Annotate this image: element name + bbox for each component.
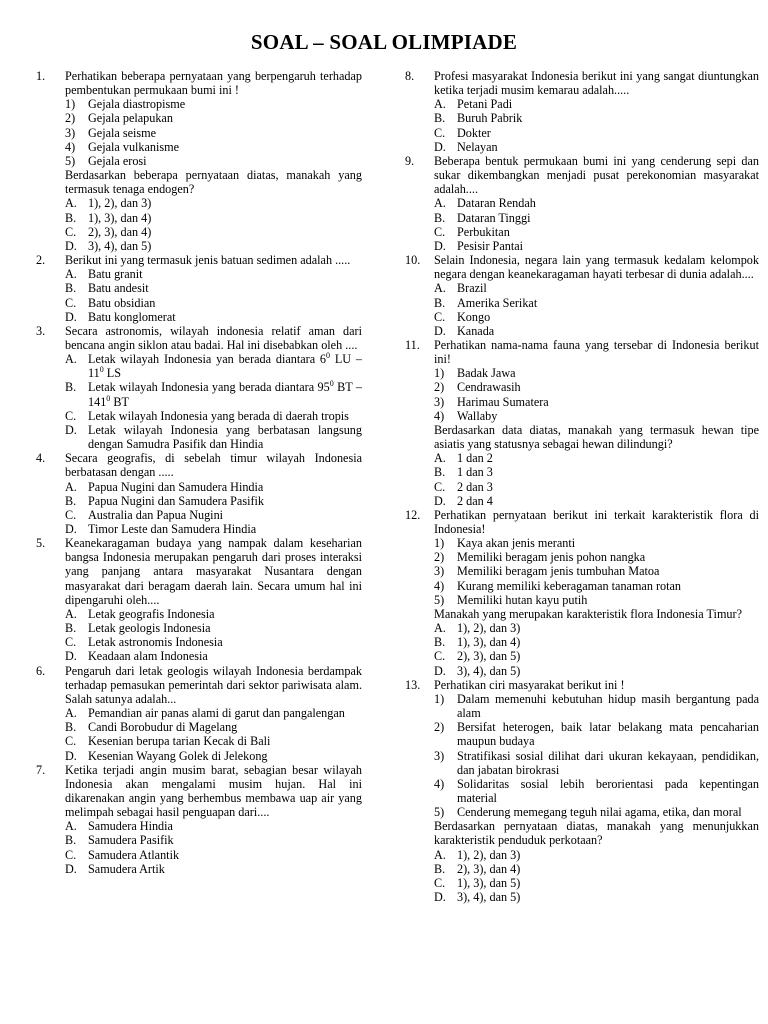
item-text: Letak wilayah Indonesia yan berada diantara $6^0$ LU – $11^0$ LS [88,351,362,381]
question [36,253,362,324]
page-title: SOAL – SOAL OLIMPIADE [250,30,518,54]
item-label: C. [434,125,446,140]
item-text: Kurang memiliki keberagaman tanaman rotan [457,578,682,593]
question-number: 11. [405,337,420,352]
item-label: C. [65,295,77,310]
statement-item [434,777,759,805]
item-label: B. [65,210,77,225]
statement-item [65,111,362,125]
question-text: Profesi masyarakat Indonesia berikut ini yang sangat diuntungkan ketika terjadi musim kemarau adalah..... [434,69,759,98]
statement-item [434,366,759,380]
item-label: C. [65,635,77,650]
answer-option [65,635,362,649]
answer-option [65,380,362,408]
answer-option [434,196,759,210]
item-text: Buruh Pabrik [457,111,523,126]
answer-option [434,876,759,890]
statement-item [434,395,759,409]
item-text: 1), 2), dan 3) [457,621,521,636]
item-text: 3), 4), dan 5) [88,238,152,253]
answer-option [434,465,759,479]
item-label: 5) [434,592,445,607]
question [36,451,362,536]
item-text: 1), 2), dan 3) [457,847,521,862]
item-text: Brazil [457,281,487,296]
question-text: Keanekaragaman budaya yang nampak dalam keseharian bangsa Indonesia merupakan pengaruh dari proses interaksi yang panjang antara masyarakat Nusantara dengan masyarakat dari beragam daerah lain. Secara umum hal ini dipengaruhi oleh.... [65,536,362,607]
item-label: C. [65,507,77,522]
answer-option [434,296,759,310]
item-label: C. [434,875,446,890]
answer-option [65,706,362,720]
item-label: 3) [65,125,76,140]
question-text: Manakah yang merupakan karakteristik flora Indonesia Timur? [434,606,742,621]
answer-option [65,352,362,380]
item-label: 1) [434,366,445,381]
answer-option [65,749,362,763]
item-text: Memiliki beragam jenis tumbuhan Matoa [457,564,660,579]
statement-item [434,579,759,593]
answer-option [434,225,759,239]
statement-item [434,536,759,550]
item-text: Kanada [457,323,495,338]
question-text: Berdasarkan data diatas, manakah yang termasuk hewan tipe asiatis yang statusnya sebagai hewan dilindungi? [434,422,759,452]
question-number: 5. [36,536,46,551]
item-text: Samudera Pasifik [88,833,174,848]
question-text: Berikut ini yang termasuk jenis batuan sedimen adalah ..... [65,253,351,268]
answer-option [65,409,362,423]
item-text: Badak Jawa [457,366,516,381]
answer-option [65,239,362,253]
item-text: Kaya akan jenis meranti [457,536,576,551]
answer-option [65,296,362,310]
item-label: 2) [65,111,76,126]
question [36,536,362,663]
item-label: C. [65,224,77,239]
item-text: Solidaritas sosial lebih berorientasi pada kepentingan material [457,776,759,805]
item-text: Gejala seisme [88,125,157,140]
answer-option [434,97,759,111]
item-label: 5) [434,805,445,820]
item-text: Kongo [457,309,491,324]
item-text: Wallaby [457,408,498,423]
question-number: 1. [36,69,46,83]
item-label: D. [65,238,77,253]
item-label: B. [65,493,77,508]
item-label: A. [65,819,77,834]
question-number: 7. [36,762,46,777]
item-text: 2), 3), dan 4) [88,224,152,239]
answer-option [65,196,362,210]
item-text: Kesenian Wayang Golek di Jelekong [88,748,268,763]
statement-item [434,409,759,423]
item-text: 3), 4), dan 5) [457,890,521,905]
item-text: 2 dan 3 [457,479,493,494]
item-label: B. [434,111,446,126]
answer-option [65,734,362,748]
statement-item [434,550,759,564]
answer-option [434,451,759,465]
item-label: A. [434,847,446,862]
item-label: B. [434,635,446,650]
statement-item [65,97,362,111]
item-label: 4) [65,139,76,154]
item-label: A. [65,352,77,367]
item-text: 1 dan 2 [457,451,493,466]
answer-option [434,324,759,338]
item-label: A. [65,606,77,621]
item-label: C. [434,479,446,494]
item-label: B. [434,210,446,225]
answer-option [434,635,759,649]
question [405,69,759,154]
item-label: 2) [434,720,445,735]
answer-option [65,494,362,508]
item-label: 4) [434,408,445,423]
item-label: A. [434,196,446,211]
question [405,154,759,253]
item-label: C. [65,847,77,862]
item-label: A. [434,281,446,296]
question-text: Secara astronomis, wilayah indonesia relatif aman dari bencana angin siklon atau badai. Hal ini disebabkan oleh .... [65,323,362,352]
item-text: Cenderung memegang teguh nilai agama, etika, dan moral [457,805,742,820]
item-label: D. [65,861,77,876]
item-text: 3), 4), dan 5) [457,663,521,678]
item-text: Batu andesit [88,281,149,296]
item-text: Batu obsidian [88,295,156,310]
question-number: 3. [36,323,46,338]
question-number: 6. [36,663,46,678]
answer-option [434,848,759,862]
answer-option [434,211,759,225]
item-text: Batu granit [88,267,143,282]
item-text: Memiliki beragam jenis pohon nangka [457,550,646,565]
question-number: 8. [405,69,415,83]
question [405,678,759,905]
item-text: Papua Nugini dan Samudera Pasifik [88,493,265,508]
answer-option [434,480,759,494]
item-text: 2 dan 4 [457,493,493,508]
item-text: Letak wilayah Indonesia yang berada diantara $95^0$ BT – $141^0$ BT [88,379,362,409]
item-label: D. [434,323,446,338]
question-number: 10. [405,253,421,268]
question-text: Perhatikan nama-nama fauna yang tersebar di Indonesia berikut ini! [434,337,759,367]
answer-option [65,281,362,295]
item-label: B. [65,621,77,636]
question [405,508,759,678]
item-label: D. [65,309,77,324]
answer-option [65,819,362,833]
item-label: 5) [65,153,76,168]
item-text: Gejala vulkanisme [88,139,180,154]
item-text: Gejala diastropisme [88,97,186,112]
item-label: A. [65,196,77,211]
answer-option [65,522,362,536]
answer-option [434,890,759,904]
item-text: 1 dan 3 [457,465,493,480]
statement-item [434,805,759,819]
item-text: Kesenian berupa tarian Kecak di Bali [88,734,271,749]
answer-option [65,833,362,847]
answer-option [434,126,759,140]
statement-item [434,749,759,777]
item-label: 3) [434,748,445,763]
answer-option [65,423,362,451]
item-label: B. [434,861,446,876]
item-text: Gejala pelapukan [88,111,173,126]
question-number: 9. [405,153,415,168]
item-label: C. [434,224,446,239]
item-text: Memiliki hutan kayu putih [457,592,588,607]
item-text: Bersifat heterogen, baik latar belakang mata pencaharian maupun budaya [457,720,759,749]
question-number: 13. [405,677,421,692]
item-text: 1), 3), dan 4) [457,635,521,650]
answer-option [434,239,759,253]
item-text: Pesisir Pantai [457,238,524,253]
item-text: Pemandian air panas alami di garut dan pangalengan [88,706,345,721]
item-text: Papua Nugini dan Samudera Hindia [88,479,264,494]
statement-item [65,154,362,168]
item-text: Samudera Atlantik [88,847,180,862]
item-text: Letak geografis Indonesia [88,606,215,621]
item-label: 2) [434,550,445,565]
item-text: 2), 3), dan 5) [457,649,521,664]
item-text: Letak astronomis Indonesia [88,635,223,650]
answer-option [65,720,362,734]
statement-item [434,380,759,394]
right-column [405,69,759,904]
item-label: C. [434,649,446,664]
item-label: 3) [434,564,445,579]
item-text: Stratifikasi sosial dilihat dari ukuran kekayaan, pendidikan, dan jabatan birokrasi [457,748,759,777]
question-text: Beberapa bentuk permukaan bumi ini yang cenderung sepi dan sukar dikembangkan menjadi pusat perekonomian masyarakat adalah.... [434,153,759,197]
item-text: Nelayan [457,139,498,154]
item-label: C. [65,734,77,749]
item-label: D. [65,748,77,763]
item-text: 1), 3), dan 5) [457,875,521,890]
item-text: Dokter [457,125,491,140]
question-number: 4. [36,451,46,466]
item-text: Letak wilayah Indonesia yang berbatasan langsung dengan Samudra Pasifik dan Hindia [88,422,362,452]
item-label: B. [65,380,77,395]
degree-superscript: 0 [99,365,104,375]
question [36,763,362,876]
item-label: 1) [434,691,445,706]
answer-option [434,111,759,125]
question [36,664,362,763]
question-text: Ketika terjadi angin musim barat, sebagian besar wilayah Indonesia akan mengalami musim hujan. Hal ini dikarenakan angin yang berhembus membawa uap air yang melimpah sebagai hasil penguapan dari.... [65,762,362,820]
item-text: Timor Leste dan Samudera Hindia [88,522,257,536]
statement-item [434,564,759,578]
question-text: Perhatikan pernyataan berikut ini terkait karakteristik flora di Indonesia! [434,507,759,536]
item-label: 1) [65,97,76,112]
question-text: Perhatikan ciri masyarakat berikut ini ! [434,677,625,692]
item-label: 1) [434,536,445,551]
degree-superscript: 0 [329,379,334,389]
item-text: Letak geologis Indonesia [88,621,211,636]
answer-option [434,664,759,678]
item-label: D. [434,238,446,253]
item-text: 1), 3), dan 4) [88,210,152,225]
answer-option [434,621,759,635]
item-label: A. [65,479,77,494]
item-text: Cendrawasih [457,380,521,395]
item-text: Dataran Tinggi [457,210,531,225]
item-text: Amerika Serikat [457,295,538,310]
statement-item [434,692,759,720]
answer-option [65,621,362,635]
answer-option [434,310,759,324]
statement-item [65,140,362,154]
item-text: Samudera Hindia [88,819,173,834]
item-label: B. [65,720,77,735]
item-label: D. [434,493,446,508]
item-text: Keadaan alam Indonesia [88,649,208,664]
item-label: A. [434,451,446,466]
item-label: B. [65,281,77,296]
item-label: D. [65,522,77,536]
question [36,324,362,451]
item-label: C. [434,309,446,324]
answer-option [65,848,362,862]
question-text: Berdasarkan beberapa pernyataan diatas, manakah yang termasuk tenaga endogen? [65,168,362,197]
question-text: Secara geografis, di sebelah timur wilayah Indonesia berbatasan dengan ..... [65,451,362,480]
left-column [36,69,362,876]
answer-option [434,140,759,154]
statement-item [65,126,362,140]
question-number: 2. [36,253,46,268]
answer-option [65,310,362,324]
item-label: D. [434,663,446,678]
answer-option [65,607,362,621]
answer-option [434,649,759,663]
item-label: 4) [434,578,445,593]
item-label: A. [434,621,446,636]
question-text: Pengaruh dari letak geologis wilayah Indonesia berdampak terhadap pemasukan pemerintah dari sektor pariwisata alam. Salah satunya adalah... [65,663,362,706]
degree-superscript: 0 [326,351,331,361]
answer-option [65,508,362,522]
item-label: A. [65,267,77,282]
item-label: B. [434,465,446,480]
item-label: 3) [434,394,445,409]
item-text: Petani Padi [457,97,513,112]
question [36,69,362,253]
answer-option [434,281,759,295]
item-text: Australia dan Papua Nugini [88,507,224,522]
item-label: 4) [434,776,445,791]
item-label: D. [65,422,77,437]
statement-item [434,593,759,607]
item-text: 1), 2), dan 3) [88,196,152,211]
item-label: D. [65,649,77,664]
item-text: 2), 3), dan 4) [457,861,521,876]
item-text: Candi Borobudur di Magelang [88,720,238,735]
statement-item [434,720,759,748]
answer-option [65,267,362,281]
question [405,253,759,338]
question-text: Berdasarkan pernyataan diatas, manakah yang menunjukkan karakteristik penduduk perkotaan? [434,819,759,848]
question-number: 12. [405,507,421,522]
answer-option [434,494,759,508]
answer-option [65,225,362,239]
item-text: Batu konglomerat [88,309,176,324]
item-label: D. [434,890,446,905]
item-text: Letak wilayah Indonesia yang berada di daerah tropis [88,408,349,423]
answer-option [434,862,759,876]
question-text: Perhatikan beberapa pernyataan yang berpengaruh terhadap pembentukan permukaan bumi ini ! [65,69,362,98]
item-text: Dataran Rendah [457,196,536,211]
item-label: B. [65,833,77,848]
item-label: 2) [434,380,445,395]
item-label: D. [434,139,446,154]
answer-option [65,649,362,663]
item-label: C. [65,408,77,423]
item-text: Gejala erosi [88,153,147,168]
item-label: A. [65,706,77,721]
item-label: A. [434,97,446,112]
item-text: Dalam memenuhi kebutuhan hidup masih bergantung pada alam [457,691,759,721]
item-text: Perbukitan [457,224,510,239]
answer-option [65,211,362,225]
degree-superscript: 0 [106,393,111,403]
item-text: Samudera Artik [88,861,165,876]
question-text: Selain Indonesia, negara lain yang termasuk kedalam kelompok negara dengan keanekaragaman hayati terbesar di dunia adalah.... [434,253,759,282]
question [405,338,759,508]
answer-option [65,862,362,876]
item-text: Harimau Sumatera [457,394,549,409]
item-label: B. [434,295,446,310]
answer-option [65,480,362,494]
